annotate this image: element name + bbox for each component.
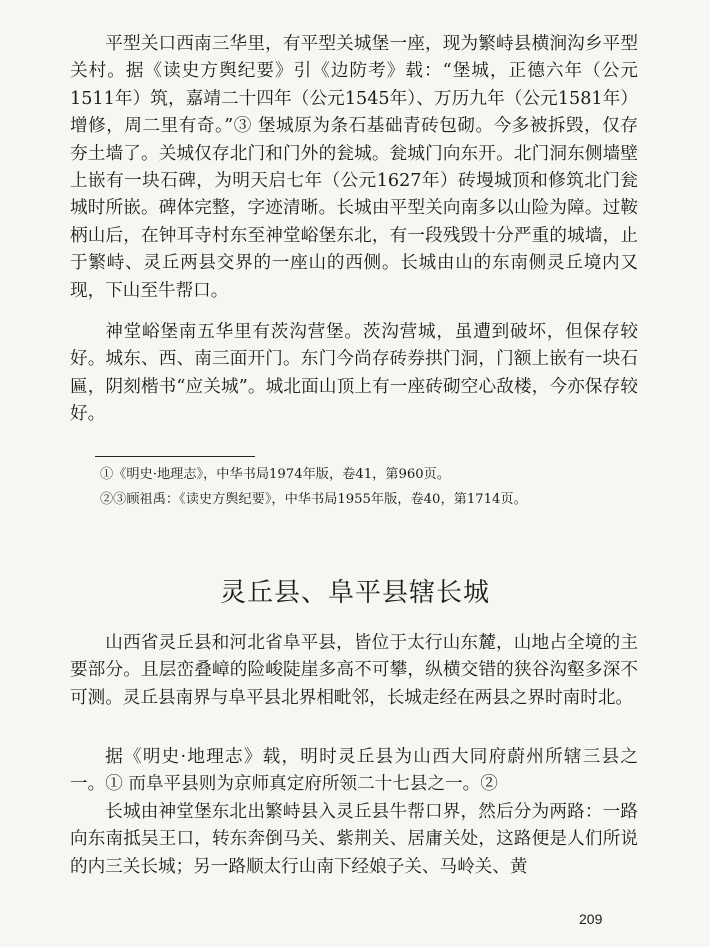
paragraph-cigouying-fort: 神堂峪堡南五华里有茨沟营堡。茨沟营城，虽遭到破坏，但保存较好。城东、西、南三面开门。东门今尚存砖券拱门洞，门额上嵌有一块石匾，阴刻楷书“应关城”。城北面山顶上有一座砖砌空心敌楼，今亦保存较好。 (70, 322, 638, 425)
paragraph-lingqiu-fuping-intro: 山西省灵丘县和河北省阜平县，皆位于太行山东麓，山地占全境的主要部分。且层峦叠嶂的险峻陡崖多高不可攀，纵横交错的狭谷沟壑多深不可测。灵丘县南界与阜平县北界相毗邻，长城走经在两县之界时南时北。 (70, 633, 638, 708)
footnote-divider (95, 456, 255, 457)
paragraph-wall-route: 长城由神堂堡东北出繁峙县入灵丘县牛帮口界，然后分为两路：一路向东南抵吴王口，转东奔倒马关、紫荆关、居庸关处，这路便是人们所说的内三关长城；另一路顺太行山南下经娘子关、马岭关、黄 (70, 802, 638, 877)
section-title: 灵丘县、阜平县辖长城 (219, 578, 490, 608)
paragraph-ming-history-reference: 据《明史·地理志》载，明时灵丘县为山西大同府蔚州所辖三县之一。① 而阜平县则为京师真定府所领二十七县之一。② (70, 747, 638, 795)
paragraph-pingxingguan-fort: 平型关口西南三华里，有平型关城堡一座，现为繁峙县横涧沟乡平型关村。据《读史方舆纪要》引《边防考》载：“堡城，正德六年（公元1511年）筑，嘉靖二十四年（公元1545年）、万历九年（公元1581年）增修，周二里有奇。”③ 堡城原为条石基础青砖包砌。今多被拆毁，仅存夯土墙了。关城仅存北门和门外的瓮城。瓮城门向东开。北门洞东侧墙壁上嵌有一块石碑，为明天启七年（公元1627年）砖墁城顶和修筑北门瓮城时所嵌。碑体完整，字迹清晰。长城由平型关向南多以山险为障。过鞍柄山后，在钟耳寺村东至神堂峪堡东北，有一段残毁十分严重的城墙，止于繁峙、灵丘两县交界的一座山的西侧。长城由山的东南侧灵丘境内又现，下山至牛帮口。 (70, 34, 638, 301)
page-number: 209 (579, 911, 603, 927)
footnote-2-3: ②③顾祖禹：《读史方舆纪要》，中华书局1955年版，卷40，第1714页。 (100, 492, 527, 507)
footnote-1: ①《明史·地理志》，中华书局1974年版，卷41，第960页。 (100, 467, 451, 482)
